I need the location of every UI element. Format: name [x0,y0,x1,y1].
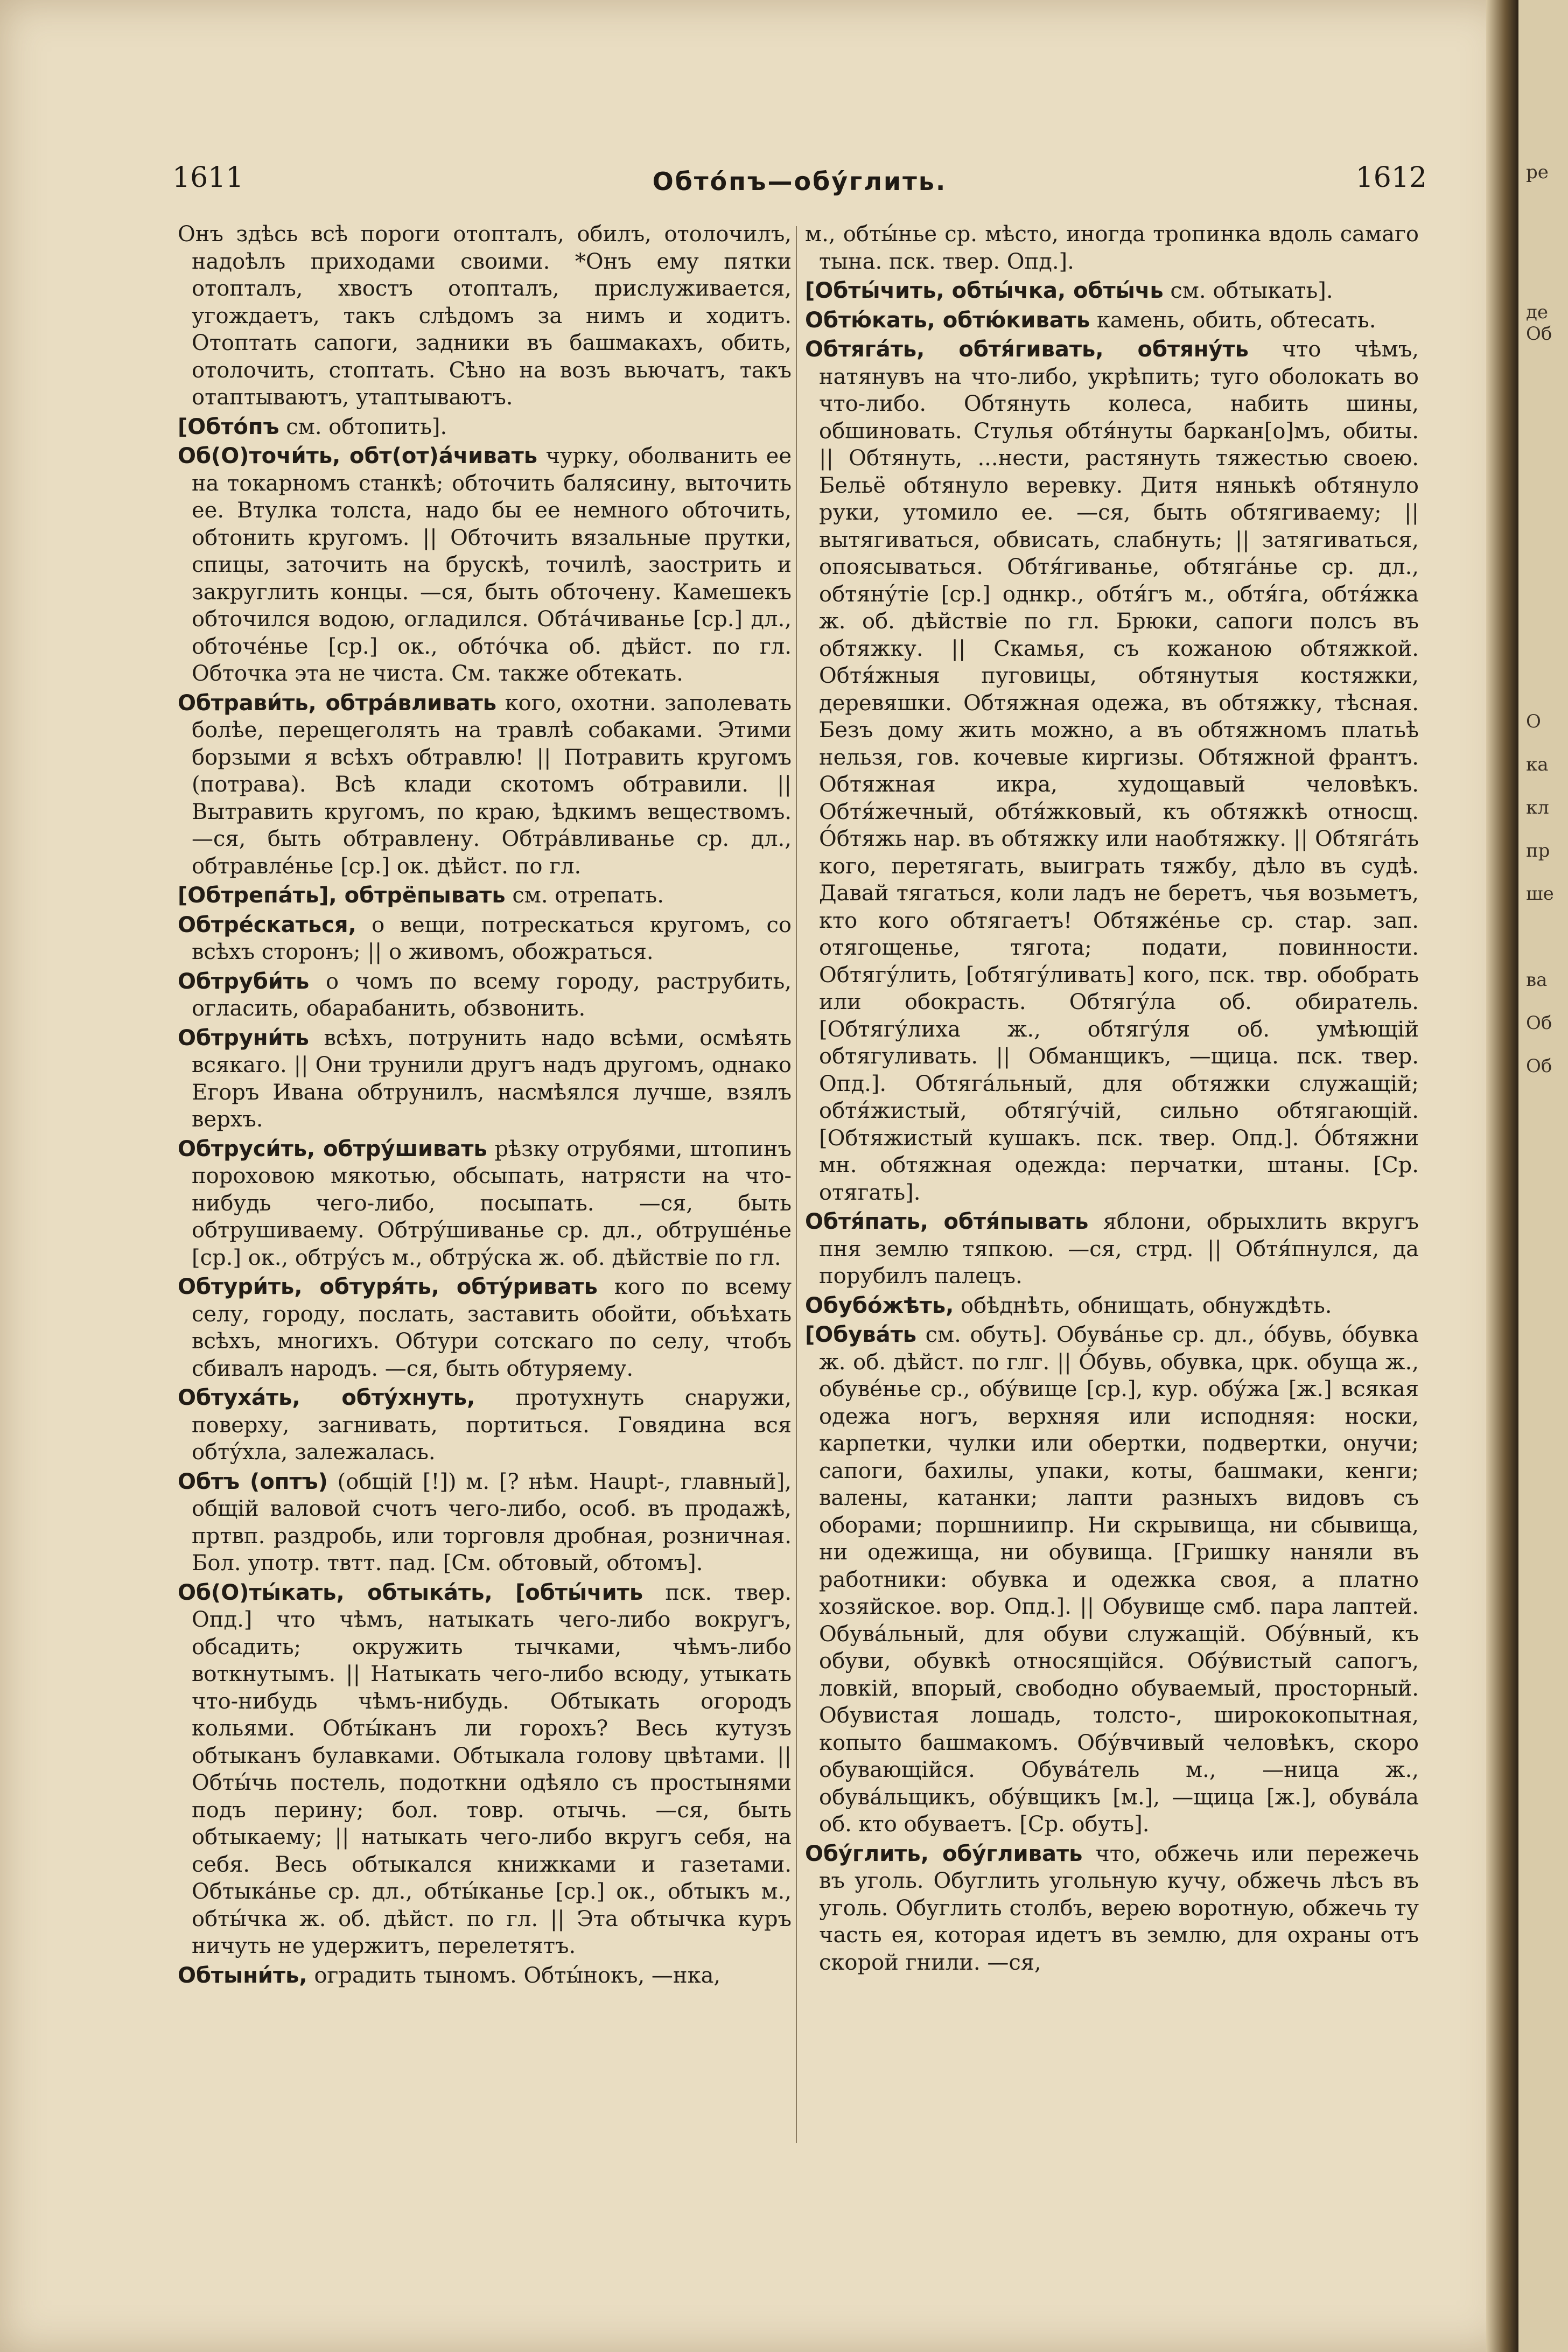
page-header [172,162,1427,205]
definition: всѣхъ, потрунить надо всѣми, осмѣять всякаго. || Они трунили другъ надъ другомъ, однако Егоръ Ивана обтрунилъ, насмѣялся лучше, взялъ верхъ. [192,1025,792,1132]
definition: рѣзку отрубями, штопинъ пороховою мякотью, обсыпать, натрясти на что-нибудь чего-либо, посыпать. —ся, быть обтрушиваему. Обтру́шиванье ср. дл., обтруше́нье [ср.] ок., обтру́съ м., обтру́ска ж. об. дѣйствіе по гл. [192,1136,792,1270]
definition: Онъ здѣсь всѣ пороги отопталъ, обилъ, отолочилъ, надоѣлъ приходами своими. *Онъ ему пятки отопталъ, хвостъ отопталъ, прислуживается, угождаетъ, такъ слѣдомъ за нимъ и ходитъ. Отоптать сапоги, задники въ башмакахъ, обить, отолочить, стоптать. Сѣно на возъ вьючатъ, такъ отаптываютъ, утаптываютъ. [178,222,792,410]
definition: чурку, оболванить ее на токарномъ станкѣ; обточить балясину, выточить ее. Втулка толста, надо бы ее немного обточить, обтонить кругомъ. || Обточить вязальные прутки, спицы, заточить на брускѣ, точилѣ, заострить и закруглить концы. —ся, быть обточену. Камешекъ обточился водою, огладился. Обта́чиванье [ср.] дл., обточе́нье [ср.] ок., обто́чка об. дѣйст. по гл. Обточка эта не чиста. См. также обтекать. [192,444,792,686]
dictionary-entry [805,277,1419,305]
headword: Обтъ (оптъ) [178,1469,328,1494]
definition: см. обтыкать]. [1170,278,1333,303]
headword: [Обува́ть [805,1322,917,1347]
headword: Об(О)точи́ть, обт(от)а́чивать [178,444,538,468]
definition: что, обжечь или пережечь въ уголь. Обуглить угольную кучу, обжечь лѣсъ въ уголь. Обуглить столбъ, верею воротную, обжечь ту часть ея, которая идетъ въ землю, для охраны отъ скорой гнили. —ся, [819,1841,1419,1975]
dictionary-entry [178,1273,792,1382]
page-number-right: 1612 [1355,162,1427,194]
dictionary-entry [178,443,792,688]
headword: Обтяга́ть, обтя́гивать, обтяну́ть [805,337,1249,362]
dictionary-entry [178,414,792,441]
definition: см. отрепать. [512,883,664,908]
headword: [Обтрепа́ть], обтрёпывать [178,883,506,908]
headword: Обтре́скаться, [178,912,356,937]
column-divider [796,226,797,2143]
book-gutter [1486,0,1518,2352]
dictionary-entry [805,221,1419,275]
next-page-fragment: ше [1526,883,1554,905]
definition: оградить тыномъ. Обты́нокъ, —нка, [314,1963,721,1988]
definition: (общій [!]) м. [? нѣм. Haupt-, главный], общій валовой счотъ чего-либо, особ. въ продажѣ, пртвп. раздробь, или торговля дробная, розничная. Бол. употр. твтт. пад. [См. обтовый, обтомъ]. [192,1469,792,1576]
definition: см. обтопить]. [286,414,447,439]
definition: пск. твер. Опд.] что чѣмъ, натыкать чего-либо вокругъ, обсадить; окружить тычками, чѣмъ-либо воткнутымъ. || Натыкать чего-либо всюду, утыкать что-нибудь чѣмъ-нибудь. Обтыкать огородъ кольями. Обты́канъ ли горохъ? Весь кутузъ обтыканъ булавками. Обтыкала голову цвѣтами. || Обты́чь постель, подоткни одѣяло съ простынями подъ перину; бол. товр. отычь. —ся, быть обтыкаему; || натыкать чего-либо вкругъ себя, на себя. Весь обтыкался книжками и газетами. Обтыка́нье ср. дл., обты́канье [ср.] ок., обтыкъ м., обты́чка ж. об. дѣйст. по гл. || Эта обтычка куръ ничуть не удержитъ, перелетятъ. [192,1580,792,1958]
headword: Об(О)ты́кать, обтыка́ть, [обты́чить [178,1580,643,1605]
definition: см. обуть]. Обува́нье ср. дл., о́бувь, о́бувка ж. об. дѣйст. по глг. || О́бувь, обувка, црк. обуща ж., обуве́нье ср., обу́вище [ср.], кур. обу́жа [ж.] всякая одежа ногъ, верхняя или исподняя: носки, карпетки, чулки или обертки, подвертки, онучи; сапоги, бахилы, упаки, коты, башмаки, кенги; валены, катанки; лапти разныхъ видовъ съ оборами; поршниипр. Ни скрывища, ни сбывища, ни одежища, ни обувища. [Гришку наняли въ работники: обувка и одежка своя, а платно хозяйское. вор. Опд.]. || Обувище смб. пара лаптей. Обува́льный, для обуви служащій. Обу́вный, къ обуви, обувкѣ относящійся. Обу́вистый сапогъ, ловкій, впорый, свободно обуваемый, просторный. Обувистая лошадь, толсто-, ширококопытная, копыто башмакомъ. Обу́вчивый человѣкъ, скоро обувающійся. Обува́тель м., —ница ж., обува́льщикъ, обу́вщикъ [м.], —щица [ж.], обува́ла об. кто обуваетъ. [Ср. обуть]. [819,1322,1419,1837]
next-page-fragment: ка [1526,754,1549,775]
next-page-fragment: Об [1526,323,1552,345]
next-page-fragment: пр [1526,840,1550,862]
dictionary-entry [178,1025,792,1133]
headword: Обтруби́ть [178,969,310,994]
next-page-edge [1518,0,1568,2352]
headword: Обтрави́ть, обтра́вливать [178,690,497,716]
dictionary-entry [805,1292,1419,1320]
dictionary-entry [805,1321,1419,1838]
headword: Обтруни́ть [178,1025,309,1051]
dictionary-entry [178,221,792,411]
headword: Обтя́пать, обтя́пывать [805,1209,1089,1234]
definition: обѣднѣть, обнищать, обнуждѣть. [961,1293,1332,1318]
dictionary-entry [178,1962,792,1990]
dictionary-entry [805,336,1419,1206]
headword: [Обты́чить, обты́чка, обты́чь [805,278,1164,303]
next-page-fragment: де [1526,302,1549,323]
dictionary-entry [805,1840,1419,1977]
definition: о вещи, потрескаться кругомъ, со всѣхъ сторонъ; || о живомъ, обожраться. [192,912,792,964]
next-page-fragment: ва [1526,969,1548,991]
headword: [Обто́пъ [178,414,279,439]
left-column [178,221,792,1991]
headword: Обтруси́ть, обтру́шивать [178,1136,487,1161]
definition: о чомъ по всему городу, раструбить, огласить, обарабанить, обзвонить. [192,969,792,1021]
dictionary-entry [178,968,792,1023]
dictionary-entry [178,912,792,966]
definition: кого по всему селу, городу, послать, заставить обойти, объѣхать всѣхъ, многихъ. Обтури сотскаго по селу, чтобъ сбивалъ народъ. —ся, быть обтуряему. [192,1275,792,1381]
definition: кого, охотни. заполевать болѣе, перещеголять на травлѣ собаками. Этими борзыми я всѣхъ обтравлю! || Потравить кругомъ (потрава). Всѣ клади скотомъ обтравили. || Вытравить кругомъ, по краю, ѣдкимъ веществомъ. —ся, быть обтравлену. Обтра́вливанье ср. дл., обтравле́нье [ср.] ок. дѣйст. по гл. [192,690,792,879]
headword: Обубо́жѣть, [805,1293,954,1318]
definition: протухнуть снаружи, поверху, загнивать, портиться. Говядина вся обту́хла, залежалась. [192,1385,792,1465]
right-column [805,221,1419,1978]
definition: яблони, обрыхлить вкругъ пня землю тяпкою. —ся, стрд. || Обтя́пнулся, да порубилъ палецъ. [819,1209,1419,1289]
page-number-left: 1611 [172,162,244,194]
definition: что чѣмъ, натянувъ на что-либо, укрѣпить; туго оболокать во что-либо. Обтянуть колеса, набить шины, обшиновать. Стулья обтя́нуты баркан[о]мъ, обиты. || Обтянуть, ...нести, растянуть тяжестью своею. Бельё обтянуло веревку. Дитя нянькѣ обтянуло руки, утомило ее. —ся, быть обтягиваему; || вытягиваться, обвисать, слабнуть; || затягиваться, опоясываться. Обтя́гиванье, обтяга́нье ср. дл., обтяну́тіе [ср.] однкр., обтя́гъ м., обтя́га, обтя́жка ж. об. дѣйствіе по гл. Брюки, сапоги полсъ въ обтяжку. || Скамья, съ кожаною обтяжкой. Обтя́жныя пуговицы, обтянутыя костяжки, деревяшки. Обтяжная одежа, въ обтяжку, тѣсная. Безъ дому жить можно, а въ обтяжномъ платьѣ нельзя, гов. кочевые киргизы. Обтяжной франтъ. Обтяжная икра, худощавый человѣкъ. Обтя́жечный, обтя́жковый, къ обтяжкѣ относщ. О́бтяжь нар. въ обтяжку или наобтяжку. || Обтяга́ть кого, перетягать, выиграть тяжбу, дѣло въ судѣ. Давай тягаться, коли ладъ не беретъ, чья возьметъ, кто кого обтягаетъ! Обтяже́нье ср. стар. зап. отягощенье, тягота; подати, повинности. Обтягу́лить, [обтягу́ливать] кого, пск. твр. обобрать или обокрасть. Обтягу́ла об. обиратель. [Обтягу́лиха ж., обтягу́ля об. умѣющій обтягуливать. || Обманщикъ, —щица. пск. твер. Опд.]. Обтяга́льный, для обтяжки служащій; обтя́жистый, обтягу́чій, сильно обтягающій. [Обтяжистый кушакъ. пск. твер. Опд.]. О́бтяжни мн. обтяжная одежда: перчатки, штаны. [Ср. отягать]. [819,337,1419,1205]
headword: Обтуха́ть, обту́хнуть, [178,1385,475,1410]
headword: Обтю́кать, обтю́кивать [805,307,1090,333]
dictionary-entry [805,1208,1419,1290]
headword: Обу́глить, обу́гливать [805,1841,1083,1866]
definition: камень, обить, обтесать. [1096,307,1376,333]
headword: Обтыни́ть, [178,1963,307,1988]
next-page-fragment: кл [1526,797,1549,818]
dictionary-entry [178,1468,792,1577]
running-head: Обто́пъ—обу́глить. [652,167,947,196]
dictionary-entry [178,690,792,880]
next-page-fragment: ре [1526,162,1549,183]
definition: м., обты́нье ср. мѣсто, иногда тропинка вдоль самаго тына. пск. твер. Опд.]. [805,222,1419,274]
dictionary-entry [178,1136,792,1272]
dictionary-entry [805,307,1419,334]
dictionary-entry [178,1384,792,1466]
next-page-fragment: О [1526,711,1541,732]
next-page-fragment: Об [1526,1012,1552,1034]
headword: Обтури́ть, обтуря́ть, обту́ривать [178,1275,598,1299]
next-page-fragment: Об [1526,1055,1552,1077]
dictionary-entry [178,1579,792,1960]
dictionary-entry [178,882,792,909]
